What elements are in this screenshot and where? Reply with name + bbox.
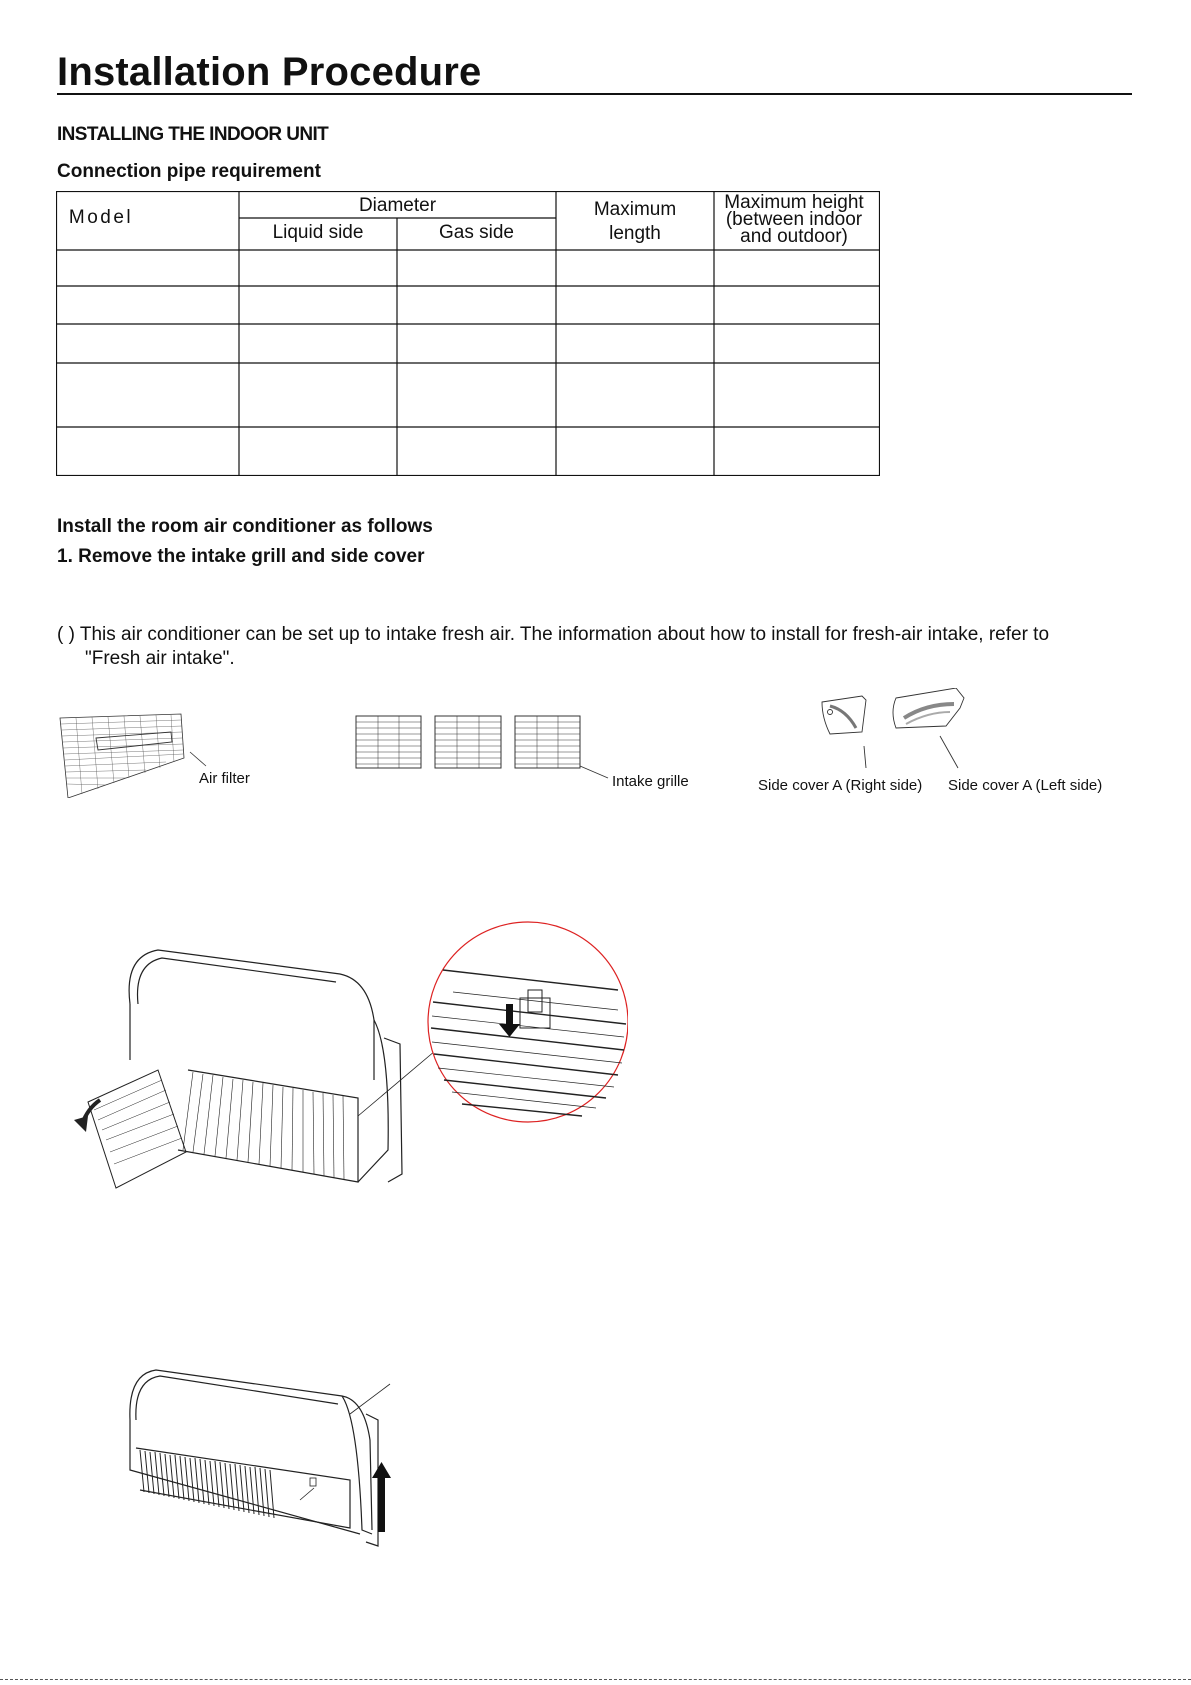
instructions-heading: Install the room air conditioner as follows [57,516,433,537]
air-filter-icon [60,714,206,798]
title-rule [57,93,1132,95]
down-arrow-icon [506,1004,513,1026]
parts-illustration [56,688,1136,798]
header-max-height-2: (between indoor [725,209,863,230]
side-cover-right-icon [822,696,866,768]
magnified-detail-circle [428,922,628,1122]
page-title: Installation Procedure [57,50,482,94]
header-gas-side: Gas side [439,222,514,243]
section-heading: INSTALLING THE INDOOR UNIT [57,124,329,145]
unit-closed-illustration [110,1360,410,1560]
unit-open-grille-figure [58,920,628,1200]
parts-figure [56,688,1136,798]
side-cover-right-label: Side cover A (Right side) [758,777,923,794]
up-arrow-icon [378,1476,385,1532]
unit-open-illustration [58,920,628,1200]
header-max-length-1: Maximum [593,199,677,220]
intake-grille-label: Intake grille [612,773,689,790]
header-max-length-2: length [609,223,661,244]
header-liquid-side: Liquid side [272,222,364,243]
header-model: Model [68,207,134,228]
header-max-height-3: and outdoor) [740,226,848,247]
page-bottom-rule [0,1679,1191,1680]
note-line-2: "Fresh air intake". [85,648,235,669]
side-cover-left-icon [893,688,964,768]
intake-grille-icon [356,716,608,778]
header-diameter: Diameter [358,195,437,216]
subsection-heading: Connection pipe requirement [57,161,321,182]
unit-side-cover-figure [110,1360,410,1560]
pipe-requirement-table [56,191,880,476]
note-line-1: ( ) This air conditioner can be set up to intake fresh air. The information about how to install for fresh-air intake, refer to [57,624,1050,645]
header-max-height-1: Maximum height [724,192,864,213]
side-cover-left-label: Side cover A (Left side) [948,777,1103,794]
fresh-air-note [57,623,1137,671]
air-filter-label: Air filter [199,770,250,787]
step-1: 1. Remove the intake grill and side cover [57,546,425,567]
